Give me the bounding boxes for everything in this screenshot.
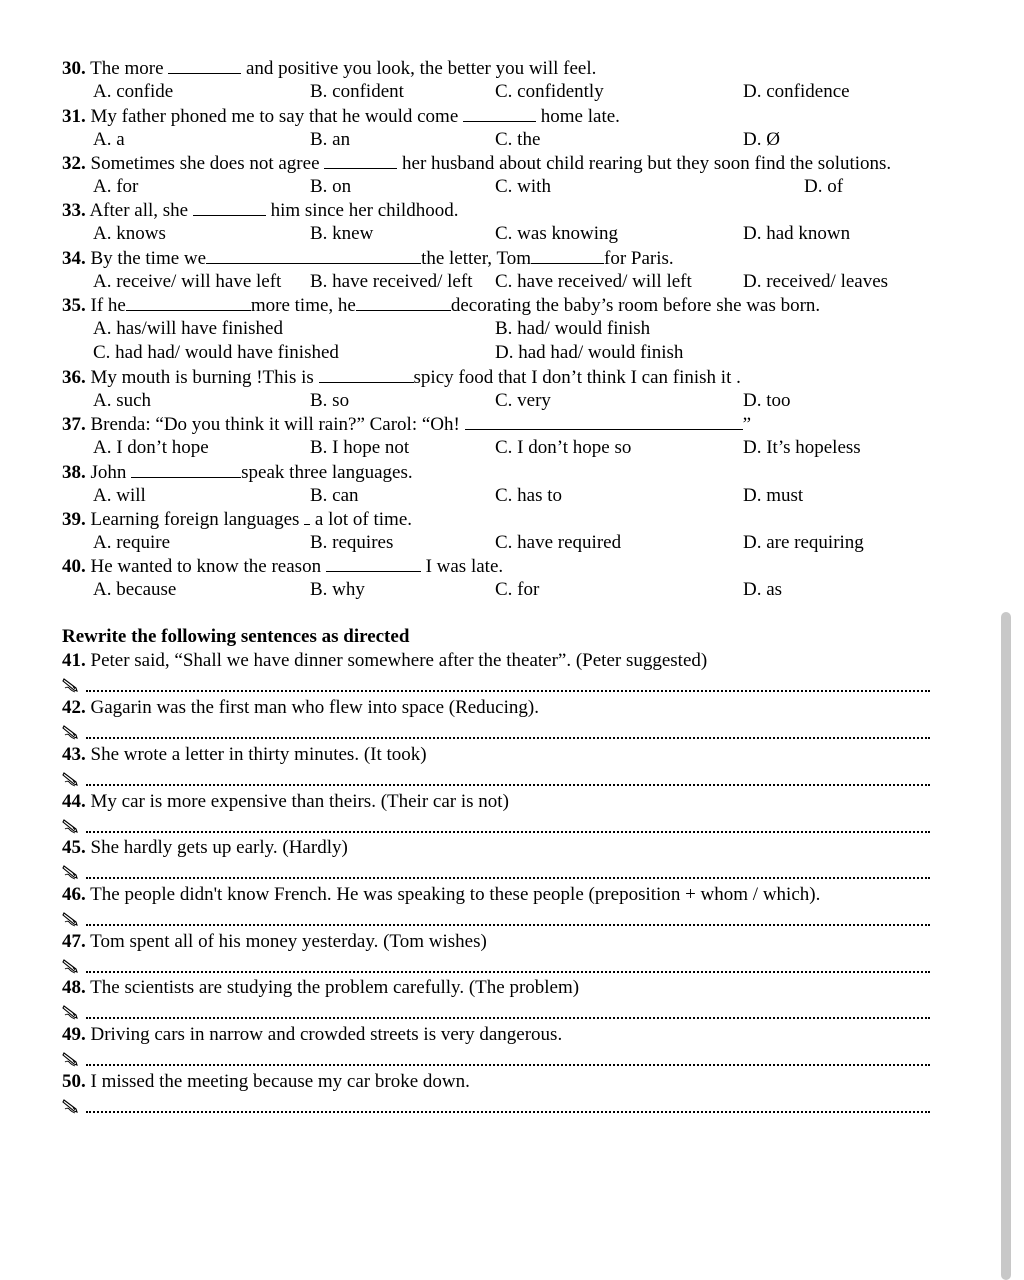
question-number: 42. xyxy=(62,697,86,718)
question-39 xyxy=(62,507,1004,530)
option-a: A. confide xyxy=(93,81,174,102)
answer-line-48[interactable] xyxy=(62,1003,930,1021)
question-text: The people didn't know French. He was speaking to these people (preposition + whom / which). xyxy=(90,884,821,905)
option-b: B. can xyxy=(310,485,359,506)
question-text: him since her childhood. xyxy=(265,200,459,221)
question-number: 33. xyxy=(62,200,86,221)
dotted-line xyxy=(86,1064,930,1066)
answer-blank xyxy=(193,198,266,216)
question-32 xyxy=(62,151,1004,174)
dotted-line xyxy=(86,1111,930,1113)
pencil-icon xyxy=(62,910,80,928)
option-c: C. with xyxy=(495,176,551,197)
question-number: 46. xyxy=(62,884,86,905)
dotted-line xyxy=(86,690,930,692)
question-text: Peter said, “Shall we have dinner somewhere after the theater”. (Peter suggested) xyxy=(90,650,708,671)
question-number: 50. xyxy=(62,1071,86,1092)
question-text: speak three languages. xyxy=(241,462,413,483)
option-c: C. for xyxy=(495,579,540,600)
question-text: I missed the meeting because my car broke down. xyxy=(90,1071,470,1092)
question-text: After all, she xyxy=(89,200,193,221)
option-b: B. I hope not xyxy=(310,437,410,458)
question-text: home late. xyxy=(536,106,620,127)
question-text: My car is more expensive than theirs. (Their car is not) xyxy=(90,791,509,812)
question-text: spicy food that I don’t think I can finish it . xyxy=(413,367,741,388)
option-c: C. very xyxy=(495,390,551,411)
question-text: The more xyxy=(90,58,169,79)
question-text: I was late. xyxy=(420,556,504,577)
option-a: A. I don’t hope xyxy=(93,437,209,458)
question-number: 39. xyxy=(62,509,86,530)
option-b: B. requires xyxy=(310,532,394,553)
question-number: 41. xyxy=(62,650,86,671)
options-32 xyxy=(62,175,1004,198)
option-c: C. had had/ would have finished xyxy=(93,342,339,363)
option-b: B. an xyxy=(310,129,351,150)
option-a: A. require xyxy=(93,532,171,553)
pencil-icon xyxy=(62,957,80,975)
question-text: Tom spent all of his money yesterday. (Tom wishes) xyxy=(90,931,487,952)
options-30 xyxy=(62,80,1004,103)
pencil-icon xyxy=(62,817,80,835)
answer-line-46[interactable] xyxy=(62,910,930,928)
rewrite-43 xyxy=(62,743,1004,766)
question-number: 49. xyxy=(62,1024,86,1045)
option-c: C. confidently xyxy=(495,81,604,102)
question-40 xyxy=(62,554,1004,577)
question-text: a lot of time. xyxy=(310,509,413,530)
option-c: C. was knowing xyxy=(495,223,618,244)
rewrite-49 xyxy=(62,1023,1004,1046)
rewrite-50 xyxy=(62,1070,1004,1093)
option-c: C. the xyxy=(495,129,541,150)
answer-line-45[interactable] xyxy=(62,863,930,881)
question-number: 38. xyxy=(62,462,86,483)
answer-line-42[interactable] xyxy=(62,723,930,741)
option-a: A. knows xyxy=(93,223,166,244)
question-number: 37. xyxy=(62,414,86,435)
question-text: decorating the baby’s room before she was born. xyxy=(450,295,821,316)
answer-blank xyxy=(168,56,241,74)
dotted-line xyxy=(86,831,930,833)
dotted-line xyxy=(86,737,930,739)
option-b: B. on xyxy=(310,176,352,197)
option-b: B. confident xyxy=(310,81,404,102)
option-d: D. confidence xyxy=(743,81,850,102)
option-c: C. I don’t hope so xyxy=(495,437,632,458)
question-number: 34. xyxy=(62,248,86,269)
dotted-line xyxy=(86,784,930,786)
options-35-row1 xyxy=(62,317,1004,340)
question-text: the letter, Tom xyxy=(421,248,532,269)
rewrite-47 xyxy=(62,930,1004,953)
option-c: C. has to xyxy=(495,485,563,506)
question-34 xyxy=(62,246,1004,269)
option-d: D. of xyxy=(804,176,844,197)
question-text: for Paris. xyxy=(604,248,674,269)
pencil-icon xyxy=(62,676,80,694)
option-a: A. such xyxy=(93,390,152,411)
answer-line-43[interactable] xyxy=(62,770,930,788)
section-heading: Rewrite the following sentences as directed xyxy=(62,626,410,647)
question-text: Brenda: “Do you think it will rain?” Carol: “Oh! xyxy=(90,414,465,435)
options-40 xyxy=(62,578,1004,601)
option-d: D. had had/ would finish xyxy=(495,342,684,363)
option-a: A. a xyxy=(93,129,125,150)
question-text: The scientists are studying the problem carefully. (The problem) xyxy=(90,977,580,998)
question-number: 40. xyxy=(62,556,86,577)
question-text: more time, he xyxy=(250,295,356,316)
question-text: She hardly gets up early. (Hardly) xyxy=(90,837,348,858)
question-30 xyxy=(62,56,1004,79)
option-d: D. are requiring xyxy=(743,532,864,553)
answer-blank xyxy=(465,412,743,430)
question-text: Learning foreign languages xyxy=(90,509,305,530)
options-38 xyxy=(62,484,1004,507)
option-d: D. It’s hopeless xyxy=(743,437,861,458)
dotted-line xyxy=(86,877,930,879)
question-number: 35. xyxy=(62,295,86,316)
answer-line-41[interactable] xyxy=(62,676,930,694)
answer-blank xyxy=(319,365,414,383)
answer-line-47[interactable] xyxy=(62,957,930,975)
question-text: ” xyxy=(742,414,752,435)
question-31 xyxy=(62,104,1004,127)
option-b: B. why xyxy=(310,579,365,600)
question-number: 47. xyxy=(62,931,86,952)
option-a: A. has/will have finished xyxy=(93,318,283,339)
rewrite-48 xyxy=(62,976,1004,999)
options-33 xyxy=(62,222,1004,245)
question-37 xyxy=(62,412,1004,435)
option-b: B. had/ would finish xyxy=(495,318,651,339)
rewrite-41 xyxy=(62,649,1004,672)
question-number: 30. xyxy=(62,58,86,79)
question-text: By the time we xyxy=(90,248,207,269)
question-number: 44. xyxy=(62,791,86,812)
option-d: D. Ø xyxy=(743,129,780,150)
question-number: 31. xyxy=(62,106,86,127)
question-36 xyxy=(62,365,1004,388)
option-c: C. have received/ will left xyxy=(495,271,692,292)
question-text: her husband about child rearing but they soon find the solutions. xyxy=(397,153,892,174)
question-text: and positive you look, the better you will feel. xyxy=(241,58,597,79)
option-b: B. so xyxy=(310,390,350,411)
question-text: Sometimes she does not agree xyxy=(90,153,325,174)
question-number: 36. xyxy=(62,367,86,388)
option-d: D. too xyxy=(743,390,791,411)
pencil-icon xyxy=(62,723,80,741)
vertical-scrollbar[interactable] xyxy=(1001,612,1011,1280)
pencil-icon xyxy=(62,863,80,881)
pencil-icon xyxy=(62,1097,80,1115)
answer-blank xyxy=(324,151,397,169)
question-number: 48. xyxy=(62,977,86,998)
options-39 xyxy=(62,531,1004,554)
options-36 xyxy=(62,389,1004,412)
options-37 xyxy=(62,436,1004,459)
question-number: 43. xyxy=(62,744,86,765)
rewrite-46 xyxy=(62,883,1004,906)
pencil-icon xyxy=(62,1050,80,1068)
answer-blank xyxy=(206,246,421,264)
rewrite-42 xyxy=(62,696,1004,719)
question-35 xyxy=(62,293,1004,316)
question-38 xyxy=(62,460,1004,483)
question-text: My father phoned me to say that he would come xyxy=(90,106,464,127)
options-34 xyxy=(62,270,1004,293)
answer-blank xyxy=(126,293,251,311)
question-number: 32. xyxy=(62,153,86,174)
answer-line-44[interactable] xyxy=(62,817,930,835)
option-b: B. knew xyxy=(310,223,374,244)
question-text: My mouth is burning !This is xyxy=(90,367,319,388)
option-a: A. will xyxy=(93,485,146,506)
question-33 xyxy=(62,198,1004,221)
rewrite-44 xyxy=(62,790,1004,813)
answer-blank xyxy=(131,460,241,478)
question-text: She wrote a letter in thirty minutes. (It took) xyxy=(90,744,427,765)
options-35-row2 xyxy=(62,341,1004,364)
question-number: 45. xyxy=(62,837,86,858)
pencil-icon xyxy=(62,1003,80,1021)
rewrite-45 xyxy=(62,836,1004,859)
answer-blank xyxy=(356,293,451,311)
answer-line-49[interactable] xyxy=(62,1050,930,1068)
option-c: C. have required xyxy=(495,532,622,553)
option-a: A. for xyxy=(93,176,139,197)
dotted-line xyxy=(86,1017,930,1019)
option-d: D. received/ leaves xyxy=(743,271,889,292)
option-a: A. because xyxy=(93,579,177,600)
option-a: A. receive/ will have left xyxy=(93,271,282,292)
question-text: He wanted to know the reason xyxy=(90,556,326,577)
dotted-line xyxy=(86,971,930,973)
options-31 xyxy=(62,128,1004,151)
answer-line-50[interactable] xyxy=(62,1097,930,1115)
question-text: Driving cars in narrow and crowded streets is very dangerous. xyxy=(90,1024,563,1045)
pencil-icon xyxy=(62,770,80,788)
answer-blank xyxy=(326,554,421,572)
option-d: D. had known xyxy=(743,223,851,244)
answer-blank xyxy=(463,104,536,122)
question-text: John xyxy=(90,462,132,483)
answer-blank xyxy=(531,246,604,264)
option-b: B. have received/ left xyxy=(310,271,473,292)
option-d: D. must xyxy=(743,485,804,506)
question-text: If he xyxy=(90,295,126,316)
option-d: D. as xyxy=(743,579,783,600)
question-text: Gagarin was the first man who flew into space (Reducing). xyxy=(90,697,539,718)
dotted-line xyxy=(86,924,930,926)
